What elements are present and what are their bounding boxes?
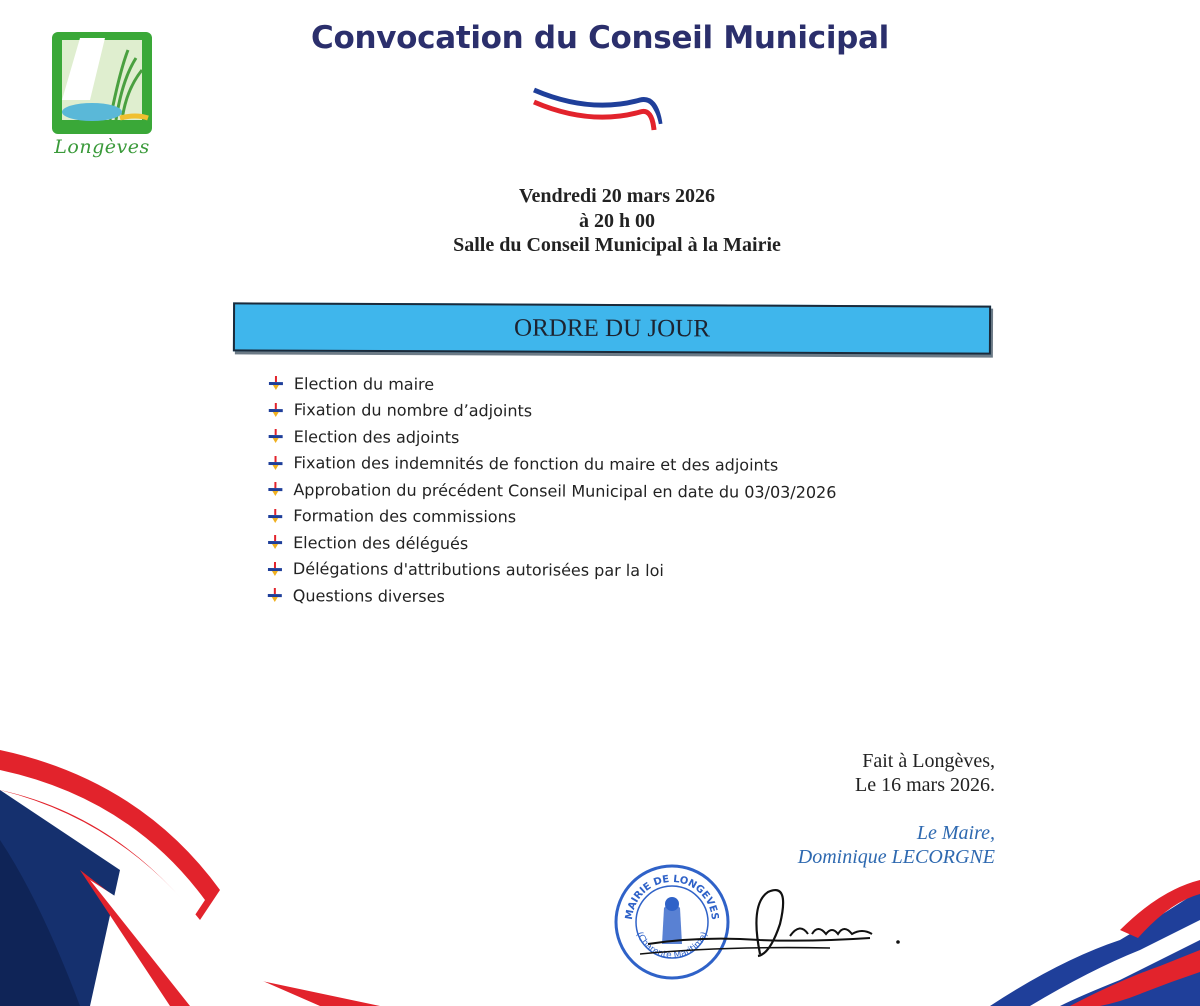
mayor-name: Dominique LECORGNE <box>797 846 995 868</box>
agenda-item <box>267 476 836 505</box>
signoff-date: Le 16 mars 2026. <box>855 774 995 796</box>
svg-text:(Charente Maritime): (Charente Maritime) <box>633 930 711 961</box>
meeting-place: Salle du Conseil Municipal à la Mairie <box>453 234 781 256</box>
logo-text: Longèves <box>54 136 150 158</box>
tricolor-ribbon-icon <box>530 84 670 134</box>
arrow-bullet-icon <box>267 455 283 471</box>
page-title: Convocation du Conseil Municipal <box>311 20 889 56</box>
tricolor-flag-right-icon <box>970 870 1200 1006</box>
agenda-item-label: Fixation du nombre d’adjoints <box>293 400 533 421</box>
arrow-bullet-icon <box>268 375 284 391</box>
svg-text:MAIRIE DE LONGEVES: MAIRIE DE LONGEVES <box>623 873 721 921</box>
agenda-item <box>268 396 837 425</box>
arrow-bullet-icon <box>268 428 284 444</box>
agenda-item <box>267 555 836 584</box>
agenda-item <box>267 529 836 558</box>
agenda-item-label: Approbation du précédent Conseil Municipal en date du 03/03/2026 <box>293 479 837 502</box>
arrow-bullet-icon <box>267 481 283 497</box>
agenda-banner <box>233 302 991 354</box>
tricolor-flag-left-icon <box>0 720 380 1006</box>
agenda-item-label: Questions diverses <box>292 585 445 606</box>
agenda-item <box>268 423 837 452</box>
arrow-bullet-icon <box>268 402 284 418</box>
signoff-role: Le Maire, <box>916 822 995 844</box>
arrow-bullet-icon <box>267 587 283 603</box>
agenda-heading: ORDRE DU JOUR <box>514 314 710 342</box>
agenda-item <box>267 502 836 531</box>
arrow-bullet-icon <box>267 508 283 524</box>
arrow-bullet-icon <box>267 534 283 550</box>
agenda-item <box>267 582 836 611</box>
agenda-item-label: Election des délégués <box>293 532 469 553</box>
meeting-date: Vendredi 20 mars 2026 <box>518 185 716 207</box>
meeting-time: à 20 h 00 <box>578 210 656 232</box>
agenda-item-label: Délégations d'attributions autorisées par la loi <box>292 559 664 581</box>
agenda-item <box>267 449 836 478</box>
agenda-item-label: Fixation des indemnités de fonction du maire et des adjoints <box>293 453 779 475</box>
signoff-place: Fait à Longèves, <box>862 750 995 772</box>
agenda-item-label: Election du maire <box>293 373 435 394</box>
agenda-list <box>267 370 837 611</box>
agenda-item <box>268 370 837 399</box>
mayor-signature <box>640 884 910 984</box>
arrow-bullet-icon <box>267 561 283 577</box>
agenda-item-label: Formation des commissions <box>293 506 517 527</box>
agenda-item-label: Election des adjoints <box>293 426 460 447</box>
